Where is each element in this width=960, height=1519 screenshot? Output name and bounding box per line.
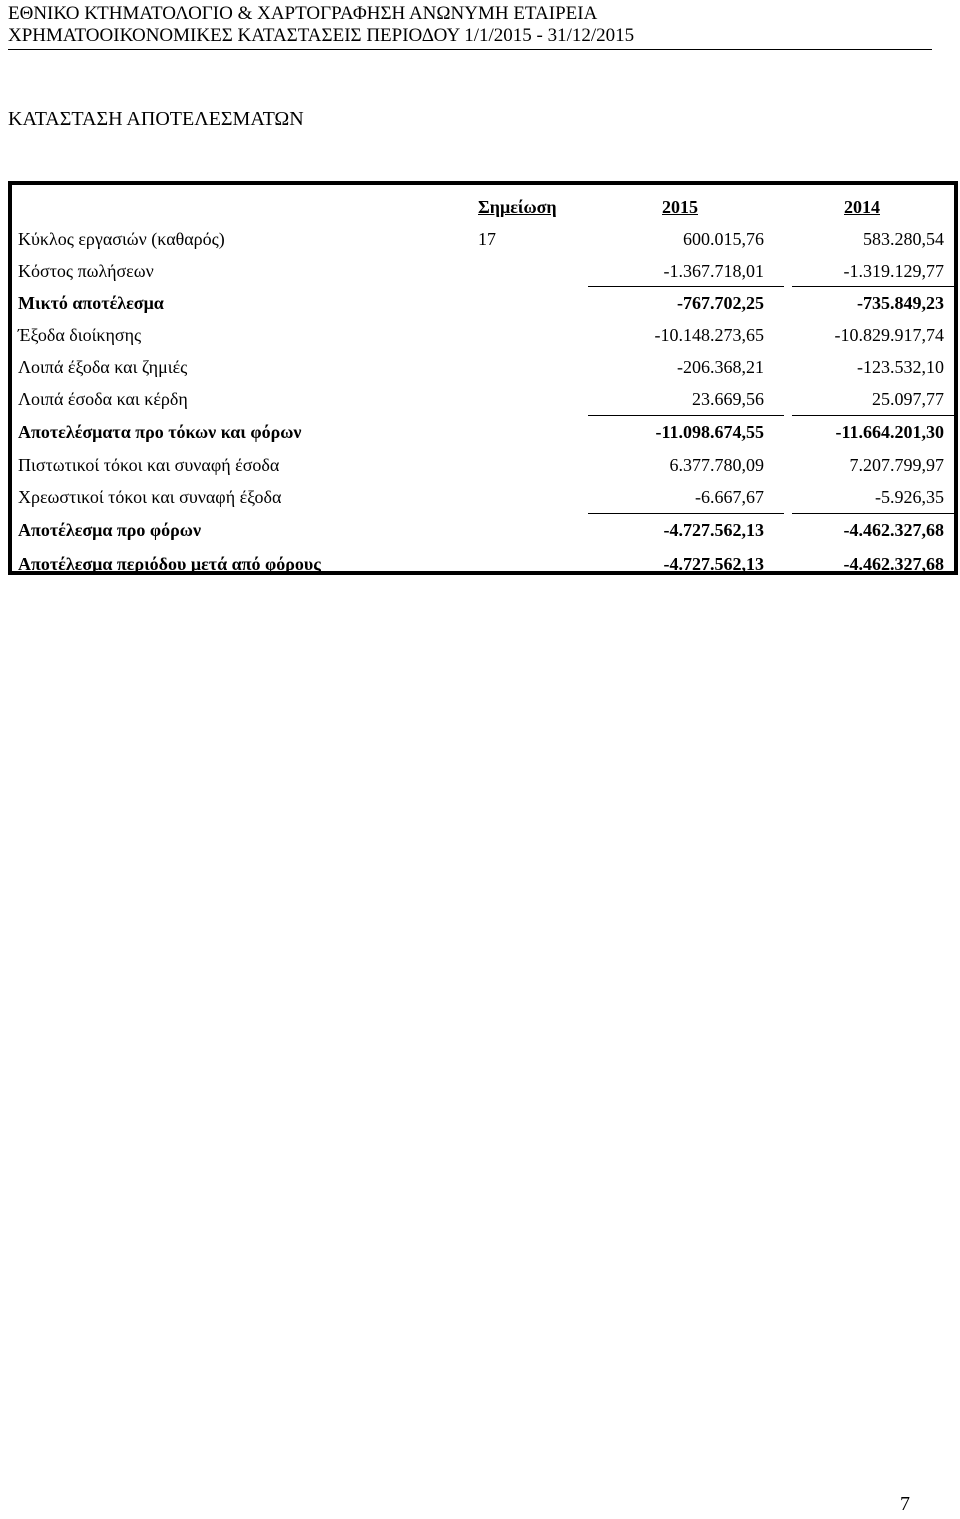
row-value-2014: -1.319.129,77	[843, 261, 944, 281]
subtotal-rule	[792, 513, 954, 514]
row-value-2015: -10.148.273,65	[654, 325, 764, 345]
row-label: Αποτέλεσμα προ φόρων	[18, 520, 201, 540]
row-value-2014: 7.207.799,97	[849, 455, 944, 475]
table-row	[12, 449, 954, 481]
subtotal-rule	[792, 415, 954, 416]
row-label: Αποτελέσματα προ τόκων και φόρων	[18, 422, 302, 442]
column-header-2014: 2014	[844, 197, 880, 217]
table-row	[12, 319, 954, 351]
statement-period: ΧΡΗΜΑΤΟΟΙΚΟΝΟΜΙΚΕΣ ΚΑΤΑΣΤΑΣΕΙΣ ΠΕΡΙΟΔΟΥ 1/1/2015 - 31/12/2015	[8, 25, 635, 46]
row-value-2014: -4.462.327,68	[843, 520, 944, 540]
page-number: 7	[900, 1493, 910, 1515]
row-label: Πιστωτικοί τόκοι και συναφή έσοδα	[18, 455, 280, 475]
row-value-2014: 25.097,77	[872, 389, 944, 409]
row-value-2014: -10.829.917,74	[834, 325, 944, 345]
company-name: ΕΘΝΙΚΟ ΚΤΗΜΑΤΟΛΟΓΙΟ & ΧΑΡΤΟΓΡΑΦΗΣΗ ΑΝΩΝΥΜΗ ΕΤΑΙΡΕΙΑ	[8, 3, 598, 24]
row-label: Λοιπά έσοδα και κέρδη	[18, 389, 188, 409]
table-row	[12, 351, 954, 383]
table-row	[12, 481, 954, 513]
row-label: Αποτέλεσμα περιόδου μετά από φόρους	[18, 554, 321, 574]
row-value-2014: -5.926,35	[875, 487, 944, 507]
table-row	[12, 287, 954, 319]
row-value-2014: 583.280,54	[863, 229, 944, 249]
row-label: Λοιπά έξοδα και ζημιές	[18, 357, 188, 377]
statement-title: ΚΑΤΑΣΤΑΣΗ ΑΠΟΤΕΛΕΣΜΑΤΩΝ	[8, 108, 304, 130]
row-value-2015: -11.098.674,55	[655, 422, 764, 442]
row-label: Μικτό αποτέλεσμα	[18, 293, 164, 313]
row-note: 17	[478, 229, 496, 249]
column-header-note: Σημείωση	[478, 197, 557, 217]
column-header-row	[12, 191, 954, 223]
row-value-2015: -4.727.562,13	[663, 554, 764, 574]
row-label: Έξοδα διοίκησης	[18, 325, 142, 345]
table-row	[12, 255, 954, 287]
row-label: Χρεωστικοί τόκοι και συναφή έξοδα	[18, 487, 282, 507]
subtotal-rule	[588, 513, 784, 514]
subtotal-rule	[588, 415, 784, 416]
row-value-2015: -1.367.718,01	[663, 261, 764, 281]
row-value-2015: -4.727.562,13	[663, 520, 764, 540]
row-value-2015: -767.702,25	[677, 293, 764, 313]
row-value-2015: 6.377.780,09	[669, 455, 764, 475]
row-value-2014: -735.849,23	[857, 293, 944, 313]
table-row	[12, 548, 954, 580]
row-value-2014: -11.664.201,30	[835, 422, 944, 442]
row-value-2015: 600.015,76	[683, 229, 764, 249]
column-header-2015: 2015	[662, 197, 698, 217]
subtotal-rule	[792, 286, 954, 287]
table-row	[12, 416, 954, 448]
row-value-2015: -6.667,67	[695, 487, 764, 507]
row-label: Κύκλος εργασιών (καθαρός)	[18, 229, 225, 249]
row-value-2015: -206.368,21	[677, 357, 764, 377]
row-value-2015: 23.669,56	[692, 389, 764, 409]
table-row	[12, 223, 954, 255]
header-rule	[8, 49, 932, 50]
table-row	[12, 514, 954, 546]
row-value-2014: -4.462.327,68	[843, 554, 944, 574]
row-label: Κόστος πωλήσεων	[18, 261, 154, 281]
subtotal-rule	[588, 286, 784, 287]
table-row	[12, 383, 954, 415]
income-statement-table	[8, 181, 958, 575]
row-value-2014: -123.532,10	[857, 357, 944, 377]
